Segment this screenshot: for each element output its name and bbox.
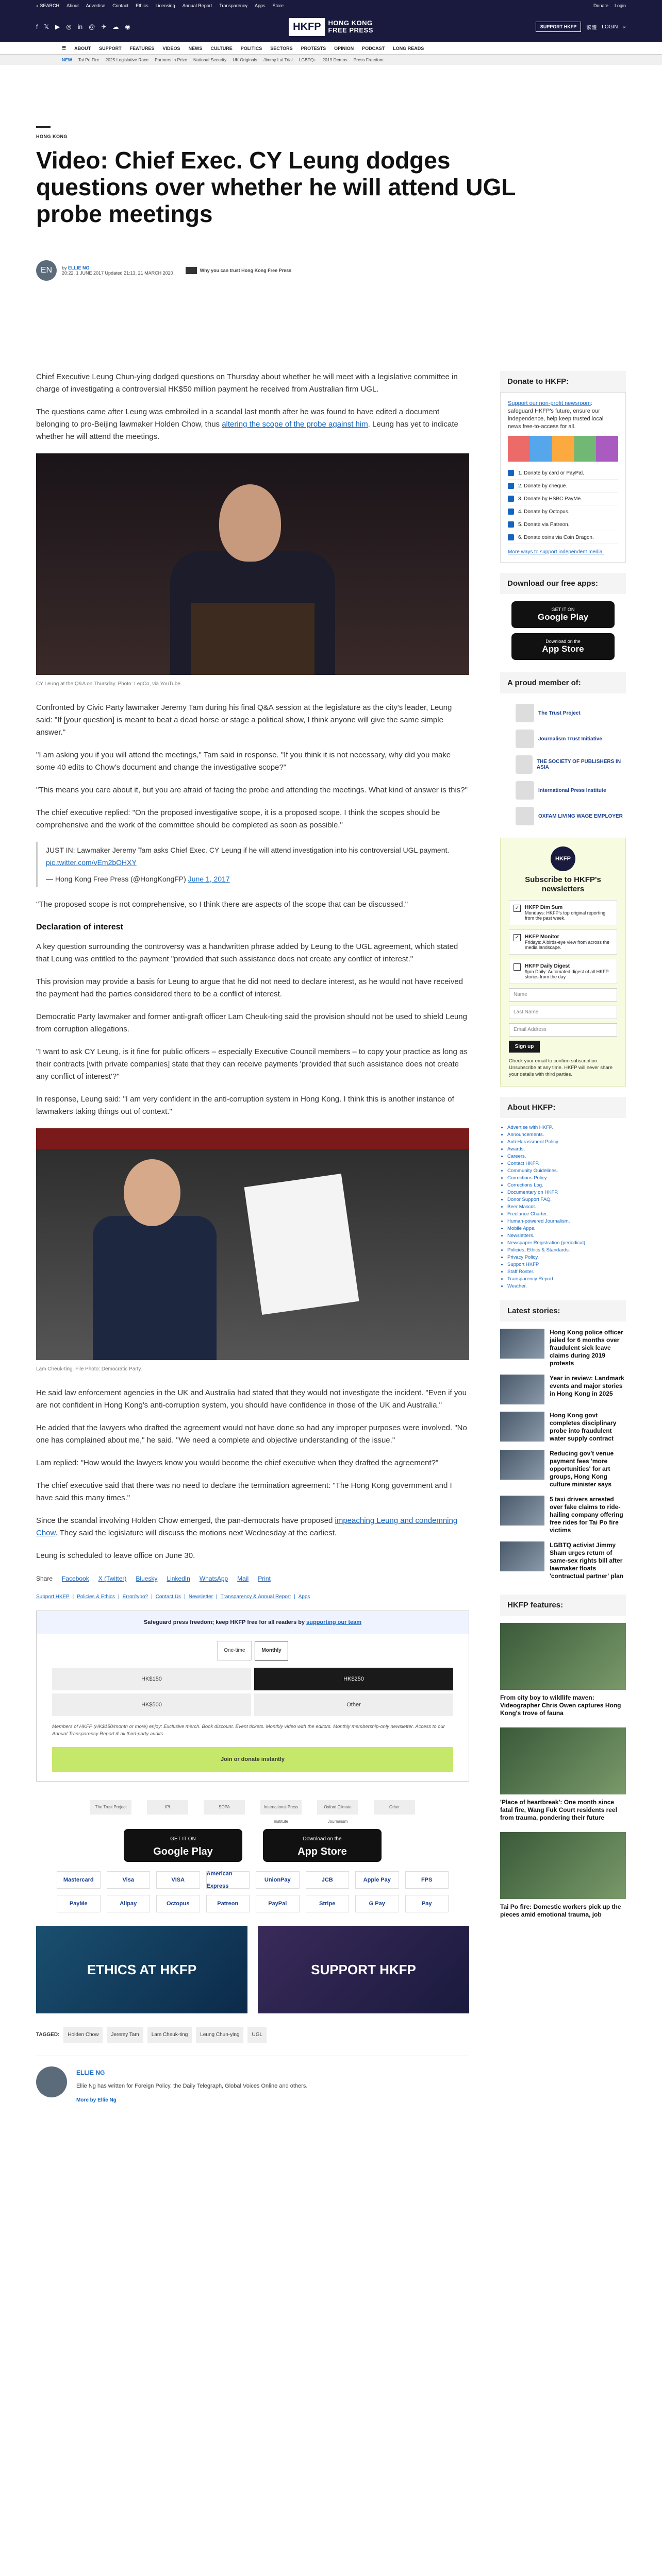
- story-thumbnail: [500, 1541, 544, 1571]
- tab-one-time[interactable]: One-time: [217, 1641, 252, 1660]
- apple-pay-icon: Apple Pay: [355, 1871, 399, 1889]
- sidebar: [500, 371, 626, 1936]
- language-switch[interactable]: 繁體: [586, 25, 597, 31]
- story-item[interactable]: Hong Kong police officer jailed for 6 months over fraudulent sick leave claims during 2019 protests: [500, 1329, 626, 1367]
- author-link[interactable]: ELLIE NG: [68, 265, 90, 270]
- support-team-link[interactable]: supporting our team: [306, 1619, 362, 1625]
- paragraph: Since the scandal involving Holden Chow emerged, the pan-democrats have proposed impeaching Leung and condemning Chow. They said the legislature will discuss the motions next Wednesday at the earliest.: [36, 1516, 458, 1537]
- pay-icon: Pay: [405, 1895, 449, 1912]
- payme-icon: PayMe: [57, 1895, 101, 1912]
- about-link[interactable]: • Careers.: [507, 1153, 626, 1160]
- about-link[interactable]: • Corrections Policy.: [507, 1175, 626, 1182]
- tagged-label: TAGGED:: [36, 2032, 60, 2038]
- footer-link[interactable]: Error/typo?: [122, 1594, 148, 1600]
- byline-text: by ELLIE NG 20:22, 1 JUNE 2017 Updated 21:13, 21 MARCH 2020: [62, 265, 173, 276]
- proud-member-title: A proud member of:: [500, 672, 626, 693]
- trust-project-icon: [186, 267, 197, 274]
- tag[interactable]: Leung Chun-ying: [196, 2027, 243, 2043]
- paragraph: He added that the lawyers who drafted the agreement would not have done so had any improper purposes were involved. "No one has complained about me," he said. "We need a complete and objective understanding of the issue.": [36, 1423, 467, 1445]
- donate-text: Support our non-profit newsroom: safeguard HKFP's future, ensure our independence, help keep trusted local news free-to-access for all.: [508, 400, 604, 430]
- trending-link[interactable]: Press Freedom: [353, 57, 384, 62]
- login-link[interactable]: Login: [614, 3, 626, 8]
- name-field[interactable]: Name: [509, 988, 617, 1002]
- jcb-icon: JCB: [306, 1871, 350, 1889]
- hkfp-logo-icon: HKFP: [551, 846, 575, 871]
- donate-option[interactable]: 4. Donate by Octopus.: [508, 505, 618, 518]
- facebook-icon[interactable]: f: [36, 23, 38, 30]
- paragraph: Confronted by Civic Party lawmaker Jeremy Tam during his final Q&A session at the legislature as the city's leader, Leung said: "If [your question] is meant to beat a dead horse or stage a political show, I think anyone will give the same simple answer.": [36, 703, 452, 737]
- main-nav: [0, 42, 662, 55]
- paragraph: He said law enforcement agencies in the UK and Australia had stated that they would not investigate the incident. "Even if you are not confident in Hong Kong's anti-corruption system, you should have confidence in those of the UK and Australia.": [36, 1388, 467, 1410]
- donate-option[interactable]: 6. Donate coins via Coin Dragon.: [508, 531, 618, 544]
- about-link[interactable]: • Weather.: [507, 1283, 626, 1290]
- trending-bar: [0, 55, 662, 65]
- member-benefits: Members of HKFP (HK$150/month or more) enjoy: Exclusive merch. Book discount. Event tickets. Monthly video with the editors. Monthly membership-only newsletter. Access to our Annual Transparency Report & all third-party audits.: [52, 1724, 445, 1737]
- new-label: NEW: [62, 57, 72, 62]
- cheque-icon: [508, 483, 514, 489]
- nav-podcast[interactable]: PODCAST: [362, 45, 385, 51]
- about-link[interactable]: • Newspaper Registration (periodical).: [507, 1240, 626, 1247]
- share-label: Share: [36, 1575, 53, 1582]
- trending-link[interactable]: LGBTQ+: [299, 57, 317, 62]
- paragraph: Chief Executive Leung Chun-ying dodged questions on Thursday about whether he will meet with a legislative committee in charge of investigating a controversial HK$50 million payment he received from Australian firm UGL.: [36, 372, 458, 394]
- nav-about[interactable]: ABOUT: [74, 45, 91, 51]
- signup-note: Check your email to confirm subscription. Unsubscribe at any time. HKFP will never share your details with third parties.: [509, 1058, 613, 1077]
- donate-option[interactable]: 3. Donate by HSBC PayMe.: [508, 493, 618, 505]
- licensing-link[interactable]: Licensing: [155, 3, 175, 8]
- paragraph: The chief executive said that there was no need to declare the termination agreement: "The Hong Kong government and I have said this many times.": [36, 1481, 452, 1502]
- member-logo[interactable]: International Press Institute: [516, 781, 626, 800]
- impeach-link[interactable]: impeaching Leung and condemning Chow: [36, 1516, 458, 1537]
- payme-icon: [508, 496, 514, 502]
- paragraph: The questions came after Leung was embroiled in a scandal last month after he was found to have edited a document belonging to pro-Beijing lawmaker Holden Chow, thus altering the scope of the probe against him. Leung has yet to indicate whether he will attend the meetings.: [36, 408, 458, 441]
- feature-image[interactable]: [500, 1832, 626, 1899]
- paragraph: "I want to ask CY Leung, is it fine for public officers – especially Executive Council members – to copy your practice as long as their contracts [with private companies] state that they can receive payments 'provided that such assistance does not create any conflict of interest'?": [36, 1047, 468, 1081]
- about-link[interactable]: • Anti-Harassment Policy.: [507, 1139, 626, 1146]
- visa-icon: Visa: [107, 1871, 151, 1889]
- paragraph: "The proposed scope is not comprehensive, so I think there are aspects of the scope that can be discussed.": [36, 900, 408, 909]
- payment-methods: [36, 1871, 469, 1912]
- logo-text: HONG KONG FREE PRESS: [328, 19, 373, 34]
- contact-link[interactable]: Contact: [112, 3, 129, 8]
- paragraph: A key question surrounding the controversy was a handwritten phrase added by Leung to the UGL agreement, which stated that Leung was entitled to the payment "provided that such assistance does not create any conflict of interest.": [36, 942, 458, 963]
- footer-link[interactable]: Support HKFP: [36, 1594, 70, 1600]
- nav-news[interactable]: NEWS: [188, 45, 203, 51]
- embedded-tweet: JUST IN: Lawmaker Jeremy Tam asks Chief Exec. CY Leung if he will attend investigation into his controversial UGL payment. pic.twitter.com/vEm2bOHXY — Hong Kong Free Press (@HongKongFP) June 1, 2017: [36, 842, 469, 887]
- about-list: [500, 1118, 626, 1300]
- about-link[interactable]: About: [67, 3, 79, 8]
- apps-link[interactable]: Apps: [254, 3, 266, 8]
- about-link[interactable]: • Beer Mascot.: [507, 1204, 626, 1211]
- story-thumbnail: [500, 1329, 544, 1359]
- google-play-button[interactable]: GET IT ON Google Play: [124, 1829, 242, 1862]
- logo-mark: HKFP: [289, 18, 325, 36]
- donate-option[interactable]: 1. Donate by card or PayPal.: [508, 467, 618, 480]
- support-banner[interactable]: SUPPORT HKFP: [258, 1926, 469, 2013]
- paragraph: "I am asking you if you will attend the meetings," Tam said in response. "If you think it is not necessary, why did you make some 40 edits to Chow's document and change the investigative scope?": [36, 751, 451, 772]
- social-links: [36, 23, 130, 30]
- nav-opinion[interactable]: OPINION: [334, 45, 354, 51]
- jti-icon: [516, 730, 534, 748]
- paragraph: This provision may provide a basis for Leung to argue that he did not need to declare interest, as he would not have received the payment had the parties considered there to be a conflict of interest.: [36, 977, 464, 998]
- donate-link[interactable]: Donate: [593, 3, 608, 8]
- story-item[interactable]: Hong Kong govt completes disciplinary probe into fraudulent water supply contract: [500, 1412, 626, 1443]
- card-icon: [508, 470, 514, 476]
- bluesky-icon[interactable]: ☁: [112, 23, 119, 30]
- member-logo[interactable]: IPI: [147, 1800, 188, 1815]
- newsletter-checkbox[interactable]: [514, 963, 521, 971]
- store-link[interactable]: Store: [272, 3, 284, 8]
- trending-link[interactable]: UK Originals: [233, 57, 257, 62]
- paragraph: In response, Leung said: "I am very confident in the anti-corruption system in Hong Kong. I think this is another instance of lawmakers taking things out of context.": [36, 1095, 454, 1116]
- story-thumbnail: [500, 1496, 544, 1526]
- about-link[interactable]: • Community Guidelines.: [507, 1167, 626, 1175]
- paragraph: Lam replied: "How would the lawyers know you would become the chief executive when they drafted the agreement?": [36, 1459, 439, 1467]
- byline: [36, 260, 291, 281]
- latest-stories: [500, 1321, 626, 1595]
- photo-caption: CY Leung at the Q&A on Thursday. Photo: LegCo, via YouTube.: [36, 681, 182, 687]
- paragraph: "This means you care about it, but you are afraid of facing the probe and attending the meetings. What kind of answer is this?": [36, 786, 468, 794]
- app-store-button[interactable]: Download on the App Store: [263, 1829, 382, 1862]
- advertise-link[interactable]: Advertise: [86, 3, 106, 8]
- nav-protests[interactable]: PROTESTS: [301, 45, 326, 51]
- trending-link[interactable]: National Security: [193, 57, 227, 62]
- ipi-icon: [516, 781, 534, 800]
- nav-sectors[interactable]: SECTORS: [270, 45, 293, 51]
- story-item[interactable]: Year in review: Landmark events and major stories in Hong Kong in 2025: [500, 1375, 626, 1404]
- signup-button[interactable]: Sign up: [509, 1041, 540, 1053]
- coin-icon: [508, 534, 514, 540]
- subscribe-title: Subscribe to HKFP's newsletters: [525, 875, 601, 893]
- search-icon[interactable]: ⌕: [623, 24, 626, 30]
- footer-link[interactable]: Contact Us: [155, 1594, 181, 1600]
- share-x[interactable]: X (Twitter): [98, 1575, 127, 1582]
- frequency-tabs: [37, 1641, 469, 1660]
- story-item[interactable]: LGBTQ activist Jimmy Sham urges return of same-sex rights bill after lawmaker floats 'contractual partner' plan: [500, 1541, 626, 1580]
- amount-option[interactable]: HK$500: [52, 1693, 251, 1716]
- google-play-button[interactable]: GET IT ON Google Play: [511, 601, 615, 628]
- search-link[interactable]: ⌕ SEARCH: [36, 3, 60, 8]
- cy-leung-photo: [36, 453, 469, 675]
- oxfam-icon: [516, 807, 534, 825]
- newsletter-signup: [500, 838, 626, 1087]
- tag[interactable]: Holden Chow: [63, 2027, 103, 2043]
- support-hkfp-button[interactable]: SUPPORT HKFP: [536, 22, 582, 32]
- trending-link[interactable]: Tai Po Fire: [78, 57, 100, 62]
- figure-lam-cheuk-ting: [36, 1128, 469, 1376]
- author-name[interactable]: ELLIE NG: [76, 2069, 105, 2076]
- newsletter-checkbox[interactable]: ✓: [514, 934, 521, 941]
- patreon-icon: Patreon: [206, 1895, 250, 1912]
- sopa-icon: [516, 755, 533, 774]
- about-link[interactable]: • Transparency Report.: [507, 1276, 626, 1283]
- subheading: Declaration of interest: [36, 923, 123, 931]
- about-link[interactable]: • Donor Support FAQ.: [507, 1196, 626, 1204]
- member-logo[interactable]: OXFAM LIVING WAGE EMPLOYER: [516, 807, 626, 825]
- footer-link[interactable]: Policies & Ethics: [77, 1594, 115, 1600]
- share-linkedin[interactable]: LinkedIn: [167, 1575, 190, 1582]
- lam-cheuk-ting-photo: [36, 1128, 469, 1360]
- author-avatar[interactable]: EN: [36, 260, 57, 281]
- annual-report-link[interactable]: Annual Report: [182, 3, 212, 8]
- telegram-icon[interactable]: ✈: [101, 23, 107, 30]
- more-ways-link[interactable]: More ways to support independent media.: [508, 549, 604, 555]
- article-title: Video: Chief Exec. CY Leung dodges questions over whether he will attend UGL probe meetings: [36, 147, 516, 227]
- donate-title: Donate to HKFP:: [500, 371, 626, 392]
- octopus-icon: Octopus: [156, 1895, 200, 1912]
- tweet-date-link[interactable]: June 1, 2017: [188, 875, 230, 883]
- amount-option-selected[interactable]: HK$250: [254, 1668, 453, 1690]
- about-link[interactable]: • Support HKFP.: [507, 1261, 626, 1268]
- payment-cards-image: [508, 436, 618, 462]
- newsletter-checkbox[interactable]: ✓: [514, 905, 521, 912]
- newsletter-option[interactable]: HKFP Daily Digest 9pm Daily: Automated digest of all HKFP stories from the day.: [509, 959, 617, 984]
- rss-icon[interactable]: ◉: [125, 23, 130, 30]
- latest-stories-title: Latest stories:: [500, 1300, 626, 1321]
- trending-link[interactable]: 2025 Legislative Race: [105, 57, 149, 62]
- about-link[interactable]: • Corrections Log.: [507, 1182, 626, 1189]
- share-bluesky[interactable]: Bluesky: [136, 1575, 158, 1582]
- nav-features[interactable]: FEATURES: [129, 45, 155, 51]
- amount-options: [37, 1668, 469, 1716]
- octopus-icon: [508, 509, 514, 515]
- instagram-icon[interactable]: ◎: [66, 23, 72, 30]
- paragraph: The chief executive replied: "On the proposed investigative scope, it is a proposed scope. I think the scopes should be comprehensive and the work of the committee should be completed as soon as possible.": [36, 808, 440, 829]
- paragraph: Democratic Party lawmaker and former anti-graft officer Lam Cheuk-ting said the provision should not be used to shield Leung from corruption allegations.: [36, 1012, 467, 1033]
- amount-option[interactable]: HK$150: [52, 1668, 251, 1690]
- tag[interactable]: Lam Cheuk-ting: [147, 2027, 192, 2043]
- footer-link[interactable]: Transparency & Annual Report: [220, 1594, 291, 1600]
- alipay-icon: Alipay: [107, 1895, 151, 1912]
- about-link[interactable]: • Mobile Apps.: [507, 1225, 626, 1232]
- masthead: [0, 11, 662, 42]
- ethics-banner[interactable]: ETHICS AT HKFP: [36, 1926, 247, 2013]
- author-avatar[interactable]: [36, 2066, 67, 2097]
- section-tag[interactable]: HONG KONG: [36, 134, 68, 139]
- trust-badge[interactable]: Why you can trust Hong Kong Free Press: [186, 267, 292, 274]
- tag[interactable]: Jeremy Tam: [107, 2027, 143, 2043]
- login-button[interactable]: LOGIN: [602, 24, 618, 30]
- stripe-icon: Stripe: [306, 1895, 350, 1912]
- footer-link[interactable]: Newsletter: [188, 1594, 213, 1600]
- tag-list: [36, 2027, 469, 2043]
- section-rule: [36, 126, 51, 128]
- donate-widget: [36, 1611, 469, 1782]
- about-link[interactable]: • Privacy Policy.: [507, 1254, 626, 1261]
- story-item[interactable]: Reducing gov't venue payment fees 'more opportunities' for art groups, Hong Kong culture minister says: [500, 1450, 626, 1488]
- share-facebook[interactable]: Facebook: [62, 1575, 89, 1582]
- nav-culture[interactable]: CULTURE: [210, 45, 233, 51]
- about-link[interactable]: • Newsletters.: [507, 1232, 626, 1240]
- unionpay-icon: UnionPay: [256, 1871, 300, 1889]
- probe-scope-link[interactable]: altering the scope of the probe against him: [222, 420, 368, 429]
- amex-icon: American Express: [206, 1871, 250, 1889]
- about-link[interactable]: • Awards.: [507, 1146, 626, 1153]
- about-link[interactable]: • Human-powered Journalism.: [507, 1218, 626, 1225]
- more-by-author-link[interactable]: More by Ellie Ng: [76, 2097, 117, 2103]
- paragraph: Leung is scheduled to leave office on June 30.: [36, 1551, 195, 1560]
- about-link[interactable]: • Policies, Ethics & Standards.: [507, 1247, 626, 1254]
- author-box: [36, 2056, 469, 2110]
- newsletter-option[interactable]: ✓ HKFP Dim Sum Mondays: HKFP's top original reporting from the past week.: [509, 900, 617, 925]
- youtube-icon[interactable]: ▶: [55, 23, 60, 30]
- last-name-field[interactable]: Last Name: [509, 1006, 617, 1019]
- share-bar: [36, 1572, 469, 1585]
- trending-link[interactable]: Jimmy Lai Trial: [263, 57, 293, 62]
- member-logo[interactable]: International Press Institute: [260, 1800, 302, 1815]
- trending-link[interactable]: Partners in Prize: [155, 57, 187, 62]
- author-bio: Ellie Ng has written for Foreign Policy, the Daily Telegraph, Global Voices Online and others.: [76, 2083, 308, 2089]
- figure-cy-leung: [36, 453, 469, 690]
- member-logo[interactable]: THE SOCIETY OF PUBLISHERS IN ASIA: [516, 755, 626, 774]
- threads-icon[interactable]: @: [89, 23, 95, 30]
- tweet-media-link[interactable]: pic.twitter.com/vEm2bOHXY: [46, 858, 137, 867]
- member-logo[interactable]: Oxford Climate Journalism: [317, 1800, 358, 1815]
- app-store-buttons: [36, 1829, 469, 1862]
- about-link[interactable]: • Contact HKFP.: [507, 1160, 626, 1167]
- patreon-icon: [508, 521, 514, 528]
- share-mail[interactable]: Mail: [237, 1575, 249, 1582]
- mastercard-icon: Mastercard: [57, 1871, 101, 1889]
- member-logos-row: [36, 1795, 469, 1824]
- feature-image[interactable]: [500, 1727, 626, 1794]
- visa-icon: VISA: [156, 1871, 200, 1889]
- promo-banners: [36, 1926, 469, 2013]
- features-title: HKFP features:: [500, 1595, 626, 1616]
- story-thumbnail: [500, 1450, 544, 1480]
- nav-long-reads[interactable]: LONG READS: [393, 45, 424, 51]
- tab-monthly[interactable]: Monthly: [255, 1641, 288, 1660]
- article-body: [36, 371, 469, 2110]
- member-logo[interactable]: The Trust Project: [90, 1800, 131, 1815]
- about-link[interactable]: • Documentary on HKFP.: [507, 1189, 626, 1196]
- story-thumbnail: [500, 1412, 544, 1442]
- member-logo[interactable]: Journalism Trust Initiative: [516, 730, 626, 748]
- email-field[interactable]: Email Address: [509, 1023, 617, 1037]
- story-item[interactable]: 5 taxi drivers arrested over fake claims to ride-hailing company offering free rides for Tai Po fire victims: [500, 1496, 626, 1534]
- member-logo[interactable]: The Trust Project: [516, 704, 626, 722]
- apps-title: Download our free apps:: [500, 573, 626, 594]
- footer-link[interactable]: Apps: [298, 1594, 310, 1600]
- google-pay-icon: G Pay: [355, 1895, 399, 1912]
- donate-box: [500, 392, 626, 563]
- share-print[interactable]: Print: [258, 1575, 271, 1582]
- publish-dates: 20:22, 1 JUNE 2017 Updated 21:13, 21 MARCH 2020: [62, 270, 173, 276]
- nav-support[interactable]: SUPPORT: [99, 45, 122, 51]
- donate-header: Safeguard press freedom; keep HKFP free for all readers by supporting our team: [37, 1611, 469, 1634]
- ethics-link[interactable]: Ethics: [136, 3, 148, 8]
- article-footer-links: Support HKFP | Policies & Ethics | Error/typo? | Contact Us | Newsletter | Transparency & Annual Report | Apps: [36, 1591, 469, 1603]
- paypal-icon: PayPal: [256, 1895, 300, 1912]
- nav-politics[interactable]: POLITICS: [240, 45, 262, 51]
- about-link[interactable]: • Staff Roster.: [507, 1268, 626, 1276]
- feature-title[interactable]: From city boy to wildlife maven: Videographer Chris Owen captures Hong Kong's trove of fauna: [500, 1694, 621, 1717]
- tag[interactable]: UGL: [247, 2027, 267, 2043]
- feature-title[interactable]: Tai Po fire: Domestic workers pick up the pieces amid emotional trauma, job: [500, 1903, 621, 1918]
- trust-project-icon: [516, 704, 534, 722]
- donate-option[interactable]: 5. Donate via Patreon.: [508, 518, 618, 531]
- features-list: [500, 1616, 626, 1936]
- trending-link[interactable]: 2019 Demos: [322, 57, 347, 62]
- feature-image[interactable]: [500, 1623, 626, 1690]
- fps-icon: FPS: [405, 1871, 449, 1889]
- app-store-button[interactable]: Download on the App Store: [511, 633, 615, 660]
- x-icon[interactable]: 𝕏: [44, 23, 49, 30]
- donate-option[interactable]: 2. Donate by cheque.: [508, 480, 618, 493]
- nav-videos[interactable]: VIDEOS: [162, 45, 180, 51]
- nonprofit-link[interactable]: Support our non-profit newsroom: [508, 400, 591, 406]
- about-title: About HKFP:: [500, 1097, 626, 1118]
- story-thumbnail: [500, 1375, 544, 1404]
- newsletter-option[interactable]: ✓ HKFP Monitor Fridays: A birds-eye view from across the media landscape.: [509, 929, 617, 955]
- photo-caption: Lam Cheuk-ting. File Photo: Democratic Party.: [36, 1366, 142, 1372]
- about-link[interactable]: • Freelance Charter.: [507, 1211, 626, 1218]
- about-link[interactable]: • Announcements.: [507, 1131, 626, 1139]
- join-donate-button[interactable]: Join or donate instantly: [52, 1747, 453, 1772]
- linkedin-icon[interactable]: in: [77, 23, 83, 30]
- member-logo[interactable]: SOPA: [204, 1800, 245, 1815]
- amount-other[interactable]: Other: [254, 1693, 453, 1716]
- hkfp-logo[interactable]: [289, 18, 373, 36]
- member-logo[interactable]: Other: [374, 1800, 415, 1815]
- about-link[interactable]: • Advertise with HKFP.: [507, 1124, 626, 1131]
- share-whatsapp[interactable]: WhatsApp: [199, 1575, 228, 1582]
- nav-menu-icon[interactable]: ☰: [62, 45, 67, 50]
- transparency-link[interactable]: Transparency: [219, 3, 247, 8]
- top-utility-bar: [0, 0, 662, 11]
- feature-title[interactable]: 'Place of heartbreak': One month since fatal fire, Wang Fuk Court residents reel from trauma, pondering their future: [500, 1799, 617, 1821]
